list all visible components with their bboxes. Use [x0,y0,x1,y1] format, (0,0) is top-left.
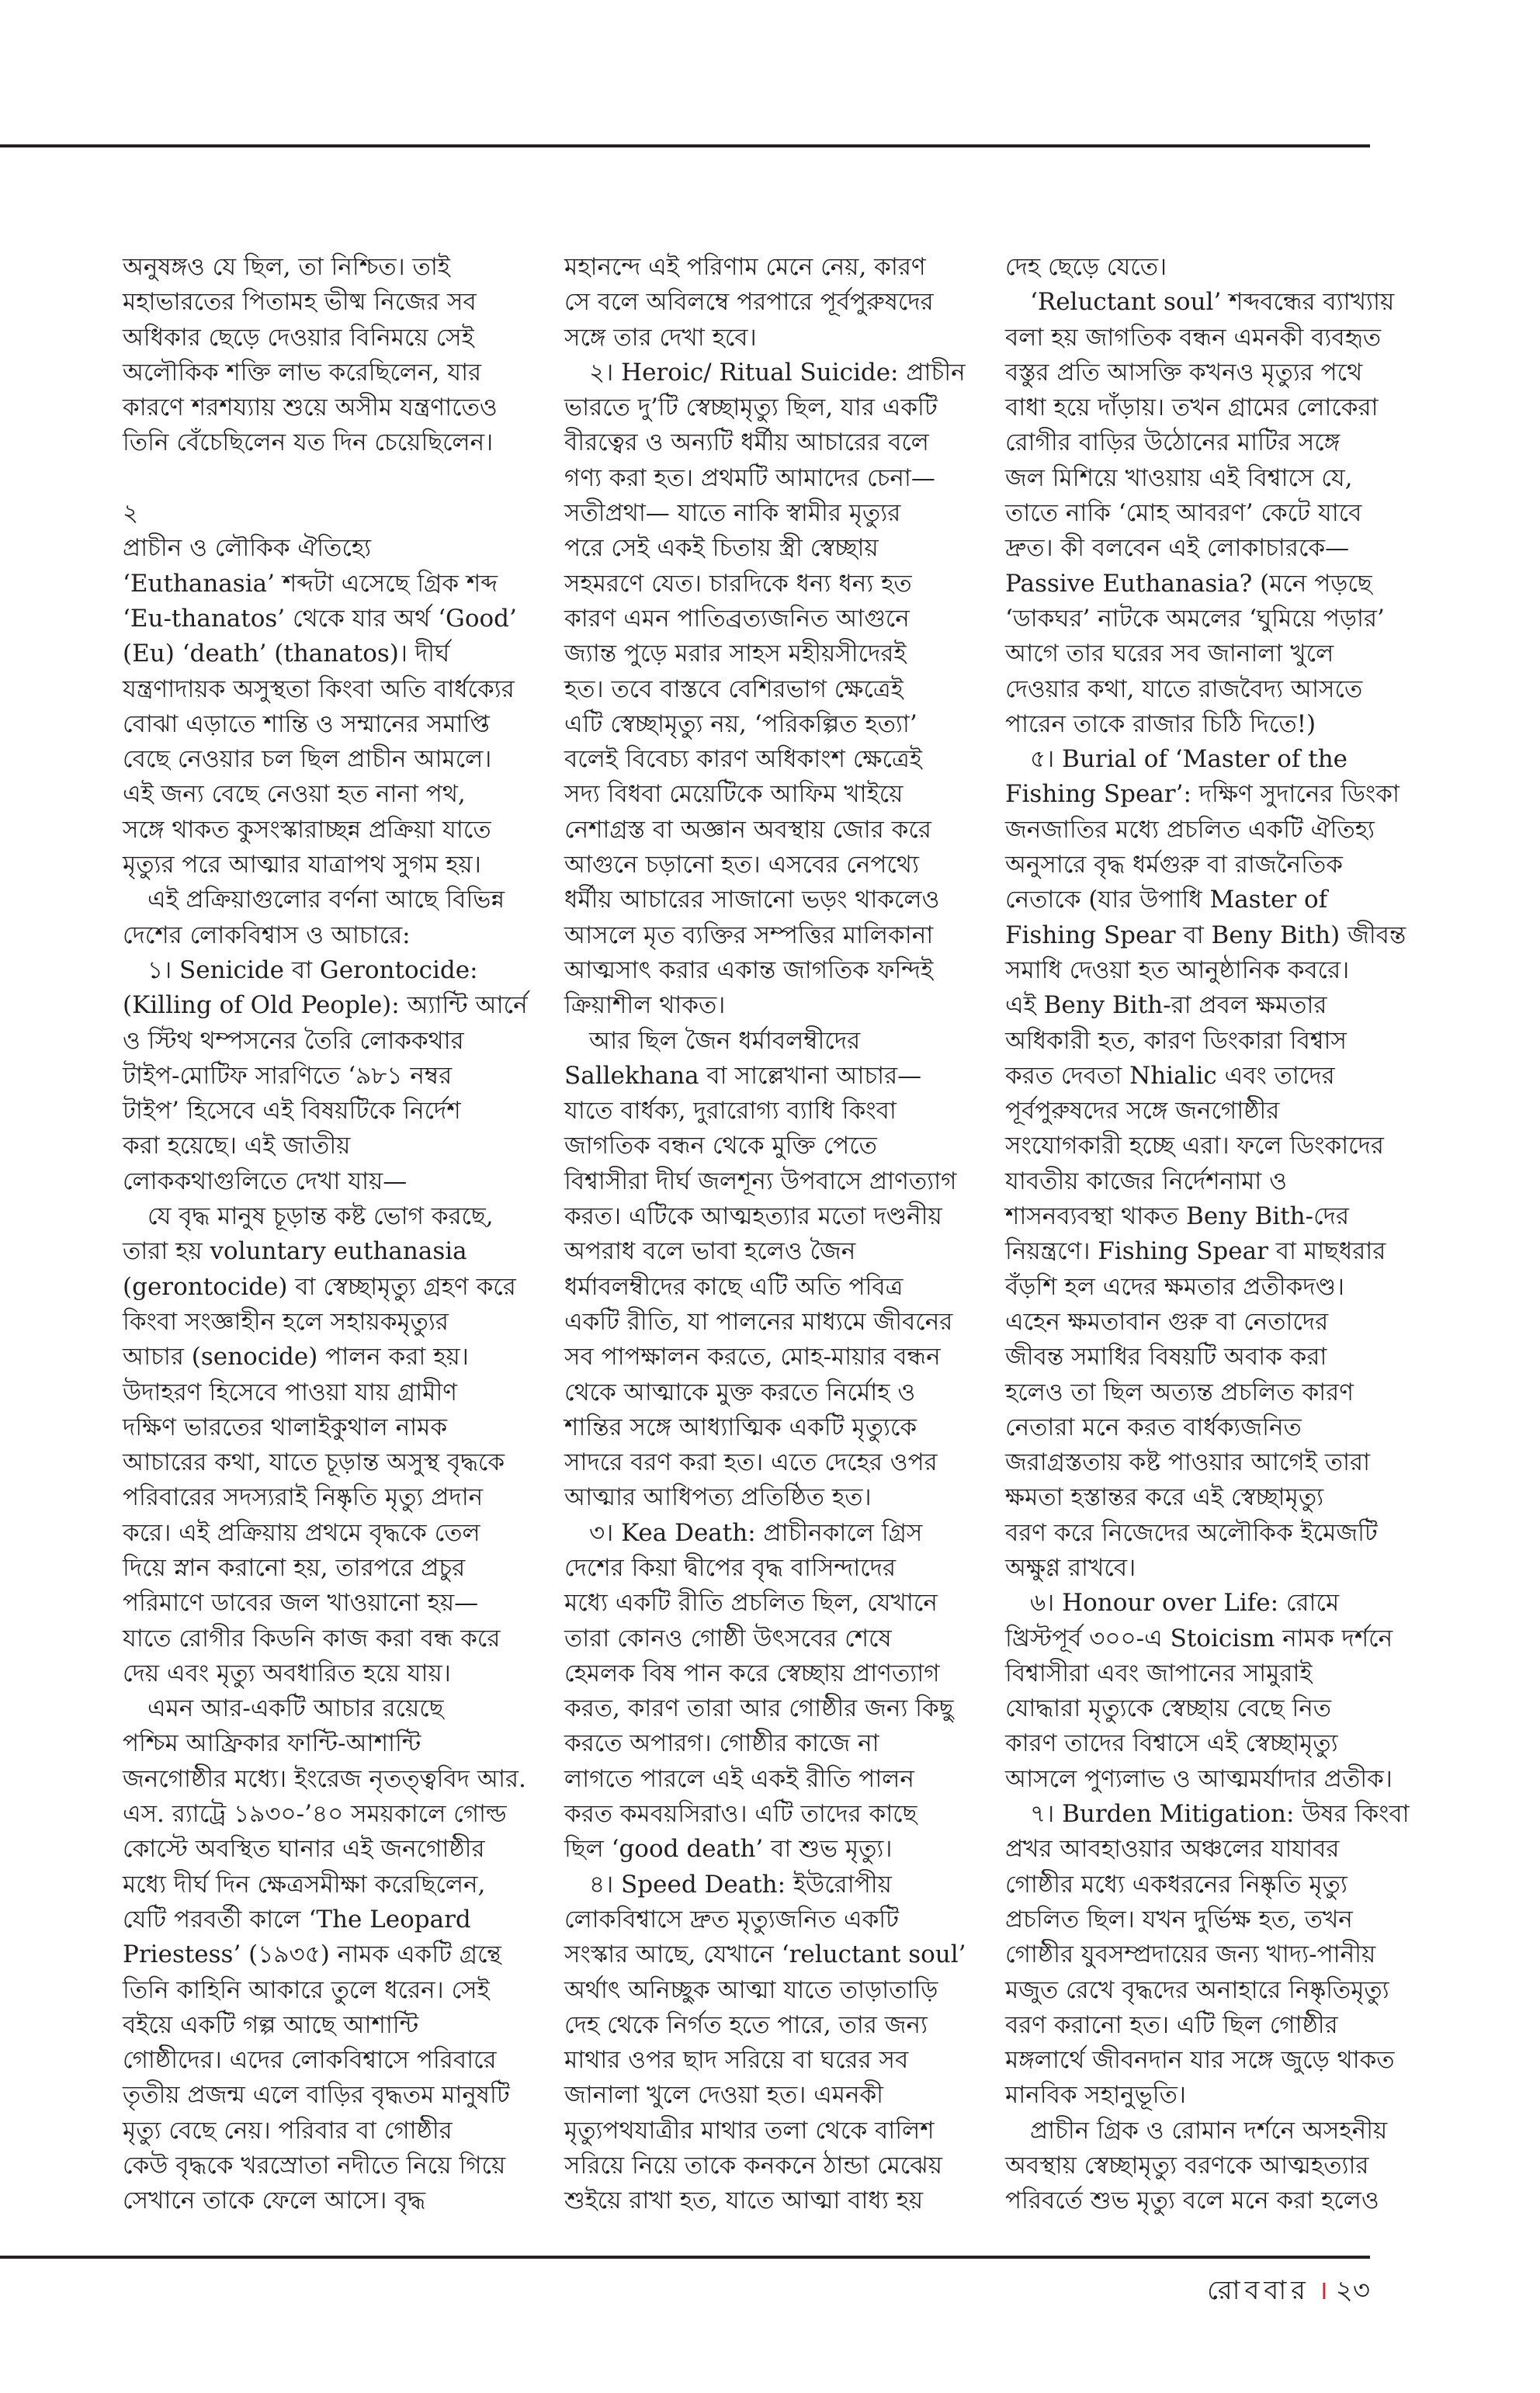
text-line: লোকবিশ্বাসে দ্রুত মৃত্যুজনিত একটি [564,1905,900,1933]
text-line: প্রখর আবহাওয়ার অঞ্চলের যাযাবর [1005,1835,1340,1864]
text-line: অর্থাৎ অনিচ্ছুক আত্মা যাতে তাড়াতাড়ি [564,1975,938,2004]
text-line: ছিল ‘good death’ বা শুভ মৃত্যু। [564,1835,893,1864]
text-line: অবস্থায় স্বেচ্ছামৃত্যু বরণকে আত্মহত্যার [1005,2152,1369,2180]
text-line: বলা হয় জাগতিক বন্ধন এমনকী ব্যবহৃত [1005,323,1382,352]
blank-line [123,461,565,496]
text-line: যন্ত্রণাদায়ক অসুস্থতা কিংবা অতি বার্ধক্যের [123,675,515,703]
text-line: ১। Senicide বা Gerontocide: [147,955,478,984]
footer-separator: । [1317,2275,1328,2306]
text-line: সহমরণে যেত। চারদিকে ধন্য ধন্য হত [564,569,912,598]
text-line: ২ [123,499,139,528]
paragraph [564,1516,1007,1868]
bottom-rule [0,2256,1370,2259]
text-line: দেহ ছেড়ে যেতে। [1005,253,1167,281]
text-line: এমন আর-একটি আচার রয়েছে [147,1694,444,1723]
text-line: মাথার ওপর ছাদ সরিয়ে বা ঘরের সব [564,2046,909,2075]
paragraph [1005,742,1448,1586]
text-line: বিশ্বাসীরা দীর্ঘ জলশূন্য উপবাসে প্রাণত্যাগ [564,1167,957,1195]
column-2 [564,250,1007,2219]
text-line: মহাভারতের পিতামহ ভীষ্ম নিজের সব [123,288,477,317]
text-line: সমাধি দেওয়া হত আনুষ্ঠানিক কবরে। [1005,955,1350,984]
text-line: বইয়ে একটি গল্প আছে আশান্টি [123,2010,419,2039]
text-line: ক্রিয়াশীল থাকত। [564,991,726,1020]
text-line: দক্ষিণ ভারতের থালাইকুথাল নামক [123,1413,448,1441]
text-line: করা হয়েছে। এই জাতীয় [123,1132,351,1160]
text-line: দেয় এবং মৃত্যু অবধারিত হয়ে যায়। [123,1659,451,1687]
text-line: শাসনব্যবস্থা থাকত Beny Bith-দের [1005,1202,1350,1231]
text-line: তারা হয় voluntary euthanasia [123,1237,467,1266]
text-line: অক্ষুণ্ণ রাখবে। [1005,1553,1136,1582]
text-line: পশ্চিম আফ্রিকার ফান্টি-আশান্টি [123,1729,421,1758]
text-line: জনগোষ্ঠীর মধ্যে। ইংরেজ নৃতত্ত্ববিদ আর. [123,1764,526,1793]
text-line: করত। এটিকে আত্মহত্যার মতো দণ্ডনীয় [564,1202,942,1231]
text-line: মৃত্যু বেছে নেয়। পরিবার বা গোষ্ঠীর [123,2116,453,2145]
text-line: প্রাচীন গ্রিক ও রোমান দর্শনে অসহনীয় [1030,2116,1388,2145]
text-line: সে বলে অবিলম্বে পরপারে পূর্বপুরুষদের [564,288,934,317]
page-number: ২৩ [1335,2275,1370,2306]
text-line: Sallekhana বা সাল্লেখানা আচার— [564,1061,922,1090]
paragraph [564,355,1007,1024]
text-line: এই Beny Bith-রা প্রবল ক্ষমতার [1005,991,1327,1020]
paragraph [1005,2114,1448,2219]
text-line: Priestess’ (১৯৩৫) নামক একটি গ্রন্থে [123,1940,501,1969]
text-line: পরে সেই একই চিতায় স্ত্রী স্বেচ্ছায় [564,534,879,563]
text-line: জীবন্ত সমাধির বিষয়টি অবাক করা [1005,1343,1327,1372]
paragraph [564,1868,1007,2219]
text-line: বোঝা এড়াতে শান্তি ও সম্মানের সমাপ্তি [123,709,490,738]
text-line: নেশাগ্রস্ত বা অজ্ঞান অবস্থায় জোর করে [564,815,931,844]
text-line: জল মিশিয়ে খাওয়ায় এই বিশ্বাসে যে, [1005,463,1353,492]
paragraph [1005,1797,1448,2114]
text-line: এই জন্য বেছে নেওয়া হত নানা পথ, [123,780,466,809]
text-line: তারা কোনও গোষ্ঠী উৎসবের শেষে [564,1624,892,1653]
text-line: লোককথাগুলিতে দেখা যায়— [123,1167,408,1195]
text-line: ও স্টিথ থম্পসনের তৈরি লোককথার [123,1026,464,1055]
text-line: নিয়ন্ত্রণে। Fishing Spear বা মাছধরার [1005,1237,1386,1266]
text-line: জনজাতির মধ্যে প্রচলিত একটি ঐতিহ্য [1005,815,1375,844]
text-line: Fishing Spear বা Beny Bith) জীবন্ত [1005,921,1406,949]
text-line: প্রাচীন ও লৌকিক ঐতিহ্যে [123,534,372,563]
text-line: বরণ করানো হত। এটি ছিল গোষ্ঠীর [1005,2010,1338,2039]
text-line: জরাগ্রস্ততায় কষ্ট পাওয়ার আগেই তারা [1005,1448,1370,1477]
text-line: অপরাধ বলে ভাবা হলেও জৈন [564,1237,856,1266]
text-line: অলৌকিক শক্তি লাভ করেছিলেন, যার [123,358,482,387]
text-line: বলেই বিবেচ্য কারণ অধিকাংশ ক্ষেত্রেই [564,745,922,774]
text-line: অধিকার ছেড়ে দেওয়ার বিনিময়ে সেই [123,323,474,352]
page-footer [1207,2270,1370,2315]
text-line: পরিবর্তে শুভ মৃত্যু বলে মনে করা হলেও [1005,2187,1379,2215]
text-line: একটি রীতি, যা পালনের মাধ্যমে জীবনের [564,1307,953,1336]
text-line: ৫। Burial of ‘Master of the [1030,745,1348,774]
text-line: সরিয়ে নিয়ে তাকে কনকনে ঠান্ডা মেঝেয় [564,2152,942,2180]
text-line: মহানন্দে এই পরিণাম মেনে নেয়, কারণ [564,253,926,281]
paragraph [123,883,565,953]
text-line: খ্রিস্টপূর্ব ৩০০-এ Stoicism নামক দর্শনে [1005,1624,1393,1653]
text-line: কোস্টে অবস্থিত ঘানার এই জনগোষ্ঠীর [123,1835,485,1864]
text-line: টাইপ’ হিসেবে এই বিষয়টিকে নির্দেশ [123,1097,461,1125]
text-line: (gerontocide) বা স্বেচ্ছামৃত্যু গ্রহণ করে [123,1272,516,1301]
text-line: যাতে রোগীর কিডনি কাজ করা বন্ধ করে [123,1624,501,1653]
text-line: তৃতীয় প্রজন্ম এলে বাড়ির বৃদ্ধতম মানুষটি [123,2081,510,2110]
text-line: ৭। Burden Mitigation: উষর কিংবা [1030,1800,1410,1829]
paragraph [123,250,565,461]
text-line: সদ্য বিধবা মেয়েটিকে আফিম খাইয়ে [564,780,904,809]
text-line: যাতে বার্ধক্য, দুরারোগ্য ব্যাধি কিংবা [564,1097,897,1125]
text-line: সঙ্গে থাকত কুসংস্কারাচ্ছন্ন প্রক্রিয়া যাতে [123,815,491,844]
column-1 [123,250,565,2219]
paragraph [123,953,565,1199]
text-line: Passive Euthanasia? (মনে পড়ছে [1005,569,1372,598]
text-line: ‘ডাকঘর’ নাটকে অমলের ‘ঘুমিয়ে পড়ার’ [1005,604,1385,633]
text-line: পূর্বপুরুষদের সঙ্গে জনগোষ্ঠীর [1005,1097,1280,1125]
text-line: ৩। Kea Death: প্রাচীনকালে গ্রিস [589,1518,923,1547]
paragraph [1005,250,1448,285]
text-line: ভারতে দু’টি স্বেচ্ছামৃত্যু ছিল, যার একটি [564,394,938,422]
text-line: বেছে নেওয়ার চল ছিল প্রাচীন আমলে। [123,745,492,774]
text-line: পারেন তাকে রাজার চিঠি দিতে!) [1005,709,1316,738]
text-line: অনুসারে বৃদ্ধ ধর্মগুরু বা রাজনৈতিক [1005,851,1343,879]
text-line: দ্রুত। কী বলবেন এই লোকাচারকে— [1005,534,1350,563]
text-line: দেশের কিয়া দ্বীপের বৃদ্ধ বাসিন্দাদের [564,1553,897,1582]
text-line: এটি স্বেচ্ছামৃত্যু নয়, ‘পরিকল্পিত হত্যা’ [564,709,917,738]
column-3 [1005,250,1448,2219]
text-line: গোষ্ঠীর মধ্যে একধরনের নিষ্কৃতি মৃত্যু [1005,1870,1348,1899]
text-line: দেহ থেকে নির্গত হতে পারে, তার জন্য [564,2010,928,2039]
text-line: মজুত রেখে বৃদ্ধদের অনাহারে নিষ্কৃতিমৃত্যু [1005,1975,1389,2004]
text-line: দেওয়ার কথা, যাতে রাজবৈদ্য আসতে [1005,675,1363,703]
text-line: হেমলক বিষ পান করে স্বেচ্ছায় প্রাণত্যাগ [564,1659,940,1687]
text-line: জাগতিক বন্ধন থেকে মুক্তি পেতে [564,1132,877,1160]
text-line: টাইপ-মোটিফ সারণিতে ‘৯৮১ নম্বর [123,1061,453,1090]
text-line: সেখানে তাকে ফেলে আসে। বৃদ্ধ [123,2187,426,2215]
text-line: জানালা খুলে দেওয়া হত। এমনকী [564,2081,884,2110]
paragraph [1005,1586,1448,1797]
text-line: তিনি বেঁচেছিলেন যত দিন চেয়েছিলেন। [123,428,494,457]
text-line: যোদ্ধারা মৃত্যুকে স্বেচ্ছায় বেছে নিত [1005,1694,1331,1723]
text-line: দেশের লোকবিশ্বাস ও আচারে: [123,921,411,949]
text-line: নেতারা মনে করত বার্ধক্যজনিত [1005,1413,1302,1441]
text-line: অধিকারী হত, কারণ ডিংকারা বিশ্বাস [1005,1026,1348,1055]
text-line: বাধা হয়ে দাঁড়ায়। তখন গ্রামের লোকেরা [1005,394,1379,422]
text-line: করে। এই প্রক্রিয়ায় প্রথমে বৃদ্ধকে তেল [123,1518,480,1547]
text-line: দিয়ে স্নান করানো হয়, তারপরে প্রচুর [123,1553,466,1582]
text-line: ‘Eu-thanatos’ থেকে যার অর্থ ‘Good’ [123,604,517,633]
text-line: তিনি কাহিনি আকারে তুলে ধরেন। সেই [123,1975,490,2004]
text-line: নেতাকে (যার উপাধি Master of [1005,886,1328,914]
text-line: সাদরে বরণ করা হত। এতে দেহের ওপর [564,1448,938,1477]
text-line: প্রচলিত ছিল। যখন দুর্ভিক্ষ হত, তখন [1005,1905,1353,1933]
text-line: পরিবারের সদস্যরাই নিষ্কৃতি মৃত্যু প্রদান [123,1483,484,1512]
text-line: থেকে আত্মাকে মুক্ত করতে নির্মোহ ও [564,1378,916,1406]
text-line: শান্তির সঙ্গে আধ্যাত্মিক একটি মৃত্যুকে [564,1413,917,1441]
text-line: রোগীর বাড়ির উঠোনের মাটির সঙ্গে [1005,428,1341,457]
text-line: বরণ করে নিজেদের অলৌকিক ইমেজটি [1005,1518,1378,1547]
text-line: হলেও তা ছিল অত্যন্ত প্রচলিত কারণ [1005,1378,1354,1406]
text-line: অনুষঙ্গও যে ছিল, তা নিশ্চিত। তাই [123,253,450,281]
text-line: মধ্যে দীর্ঘ দিন ক্ষেত্রসমীক্ষা করেছিলেন, [123,1870,486,1899]
text-line: কারণ তাদের বিশ্বাসে এই স্বেচ্ছামৃত্যু [1005,1729,1338,1758]
text-line: ‘Euthanasia’ শব্দটা এসেছে গ্রিক শব্দ [123,569,498,598]
text-line: ধর্মাবলম্বীদের কাছে এটি অতি পবিত্র [564,1272,904,1301]
text-line: ২। Heroic/ Ritual Suicide: প্রাচীন [589,358,966,387]
text-line: করত দেবতা Nhialic এবং তাদের [1005,1061,1335,1090]
text-line: সব পাপক্ষালন করতে, মোহ-মায়ার বন্ধন [564,1343,941,1372]
paragraph [123,1691,565,2218]
text-line: Fishing Spear’: দক্ষিণ সুদানের ডিংকা [1005,780,1400,809]
text-line: যাবতীয় কাজের নির্দেশনামা ও [1005,1167,1287,1195]
text-line: এহেন ক্ষমতাবান গুরু বা নেতাদের [1005,1307,1329,1336]
text-line: কেউ বৃদ্ধকে খরস্রোতা নদীতে নিয়ে গিয়ে [123,2152,506,2180]
text-line: উদাহরণ হিসেবে পাওয়া যায় গ্রামীণ [123,1378,457,1406]
text-line: (Killing of Old People): অ্যান্টি আর্নে [123,991,528,1020]
paragraph [564,1024,1007,1516]
text-line: করত কমবয়সিরাও। এটি তাদের কাছে [564,1800,917,1829]
text-line: ৬। Honour over Life: রোমে [1030,1589,1340,1618]
text-line: মধ্যে একটি রীতি প্রচলিত ছিল, যেখানে [564,1589,938,1618]
text-line: গণ্য করা হত। প্রথমটি আমাদের চেনা— [564,463,935,492]
text-line: ধর্মীয় আচারের সাজানো ভড়ং থাকলেও [564,886,940,914]
text-line: ৪। Speed Death: ইউরোপীয় [589,1870,892,1899]
text-line: বীরত্বের ও অন্যটি ধর্মীয় আচারের বলে [564,428,929,457]
text-line: আত্মার আধিপত্য প্রতিষ্ঠিত হত। [564,1483,872,1512]
text-line: বঁড়শি হল এদের ক্ষমতার প্রতীকদণ্ড। [1005,1272,1345,1301]
text-line: মৃত্যুপথযাত্রীর মাথার তলা থেকে বালিশ [564,2116,935,2145]
text-line: আচারের কথা, যাতে চূড়ান্ত অসুস্থ বৃদ্ধকে [123,1448,505,1477]
text-line: মৃত্যুর পরে আত্মার যাত্রাপথ সুগম হয়। [123,851,481,879]
text-line: যে বৃদ্ধ মানুষ চূড়ান্ত কষ্ট ভোগ করছে, [147,1202,494,1231]
text-line: কিংবা সংজ্ঞাহীন হলে সহায়কমৃত্যুর [123,1307,449,1336]
text-line: ক্ষমতা হস্তান্তর করে এই স্বেচ্ছামৃত্যু [1005,1483,1324,1512]
top-rule [0,144,1370,147]
paragraph [123,567,565,883]
text-line: মানবিক সহানুভূতি। [1005,2081,1186,2110]
paragraph [564,250,1007,355]
paragraph [1005,285,1448,742]
text-line: যেটি পরবর্তী কালে ‘The Leopard [123,1905,471,1933]
text-line: সংস্কার আছে, যেখানে ‘reluctant soul’ [564,1940,966,1969]
paragraph [123,1199,565,1691]
text-line: কারণে শরশয্যায় শুয়ে অসীম যন্ত্রণাতেও [123,394,498,422]
text-line: আসলে পুণ্যলাভ ও আত্মমর্যাদার প্রতীক। [1005,1764,1393,1793]
text-line: গোষ্ঠীদের। এদের লোকবিশ্বাসে পরিবারে [123,2046,497,2075]
text-line: এস. র‍্যাট্রে ১৯৩০-’৪০ সময়কালে গোল্ড [123,1800,507,1829]
section-heading [123,496,565,567]
text-line: করত, কারণ তারা আর গোষ্ঠীর জন্য কিছু [564,1694,954,1723]
text-line: লাগতে পারলে এই একই রীতি পালন [564,1764,914,1793]
text-line: বস্তুর প্রতি আসক্তি কখনও মৃত্যুর পথে [1005,358,1363,387]
text-line: আগে তার ঘরের সব জানালা খুলে [1005,640,1334,668]
text-line: আগুনে চড়ানো হত। এসবের নেপথ্যে [564,851,919,879]
text-line: মঙ্গলার্থে জীবনদান যার সঙ্গে জুড়ে থাকত [1005,2046,1395,2075]
text-line: (Eu) ‘death’ (thanatos)। দীর্ঘ [123,640,450,668]
text-line: কারণ এমন পাতিব্রত্যজনিত আগুনে [564,604,910,633]
text-line: সতীপ্রথা— যাতে নাকি স্বামীর মৃত্যুর [564,499,901,528]
magazine-name: রোববার [1207,2275,1310,2306]
text-line: হত। তবে বাস্তবে বেশিরভাগ ক্ষেত্রেই [564,675,904,703]
text-line: গোষ্ঠীর যুবসম্প্রদায়ের জন্য খাদ্য-পানীয় [1005,1940,1376,1969]
text-line: সঙ্গে তার দেখা হবে। [564,323,757,352]
text-line: তাতে নাকি ‘মোহ আবরণ’ কেটে যাবে [1005,499,1362,528]
text-line: এই প্রক্রিয়াগুলোর বর্ণনা আছে বিভিন্ন [147,886,505,914]
text-line: আসলে মৃত ব্যক্তির সম্পত্তির মালিকানা [564,921,934,949]
text-line: শুইয়ে রাখা হত, যাতে আত্মা বাধ্য হয় [564,2187,924,2215]
text-line: আচার (senocide) পালন করা হয়। [123,1343,469,1372]
text-line: পরিমাণে ডাবের জল খাওয়ানো হয়— [123,1589,479,1618]
text-line: আত্মসাৎ করার একান্ত জাগতিক ফন্দিই [564,955,934,984]
text-line: করতে অপারগ। গোষ্ঠীর কাজে না [564,1729,879,1758]
text-line: ‘Reluctant soul’ শব্দবন্ধের ব্যাখ্যায় [1030,288,1395,317]
text-line: বিশ্বাসীরা এবং জাপানের সামুরাই [1005,1659,1313,1687]
text-line: জ্যান্ত পুড়ে মরার সাহস মহীয়সীদেরই [564,640,907,668]
text-line: সংযোগকারী হচ্ছে এরা। ফলে ডিংকাদের [1005,1132,1384,1160]
text-line: আর ছিল জৈন ধর্মাবলম্বীদের [589,1026,861,1055]
